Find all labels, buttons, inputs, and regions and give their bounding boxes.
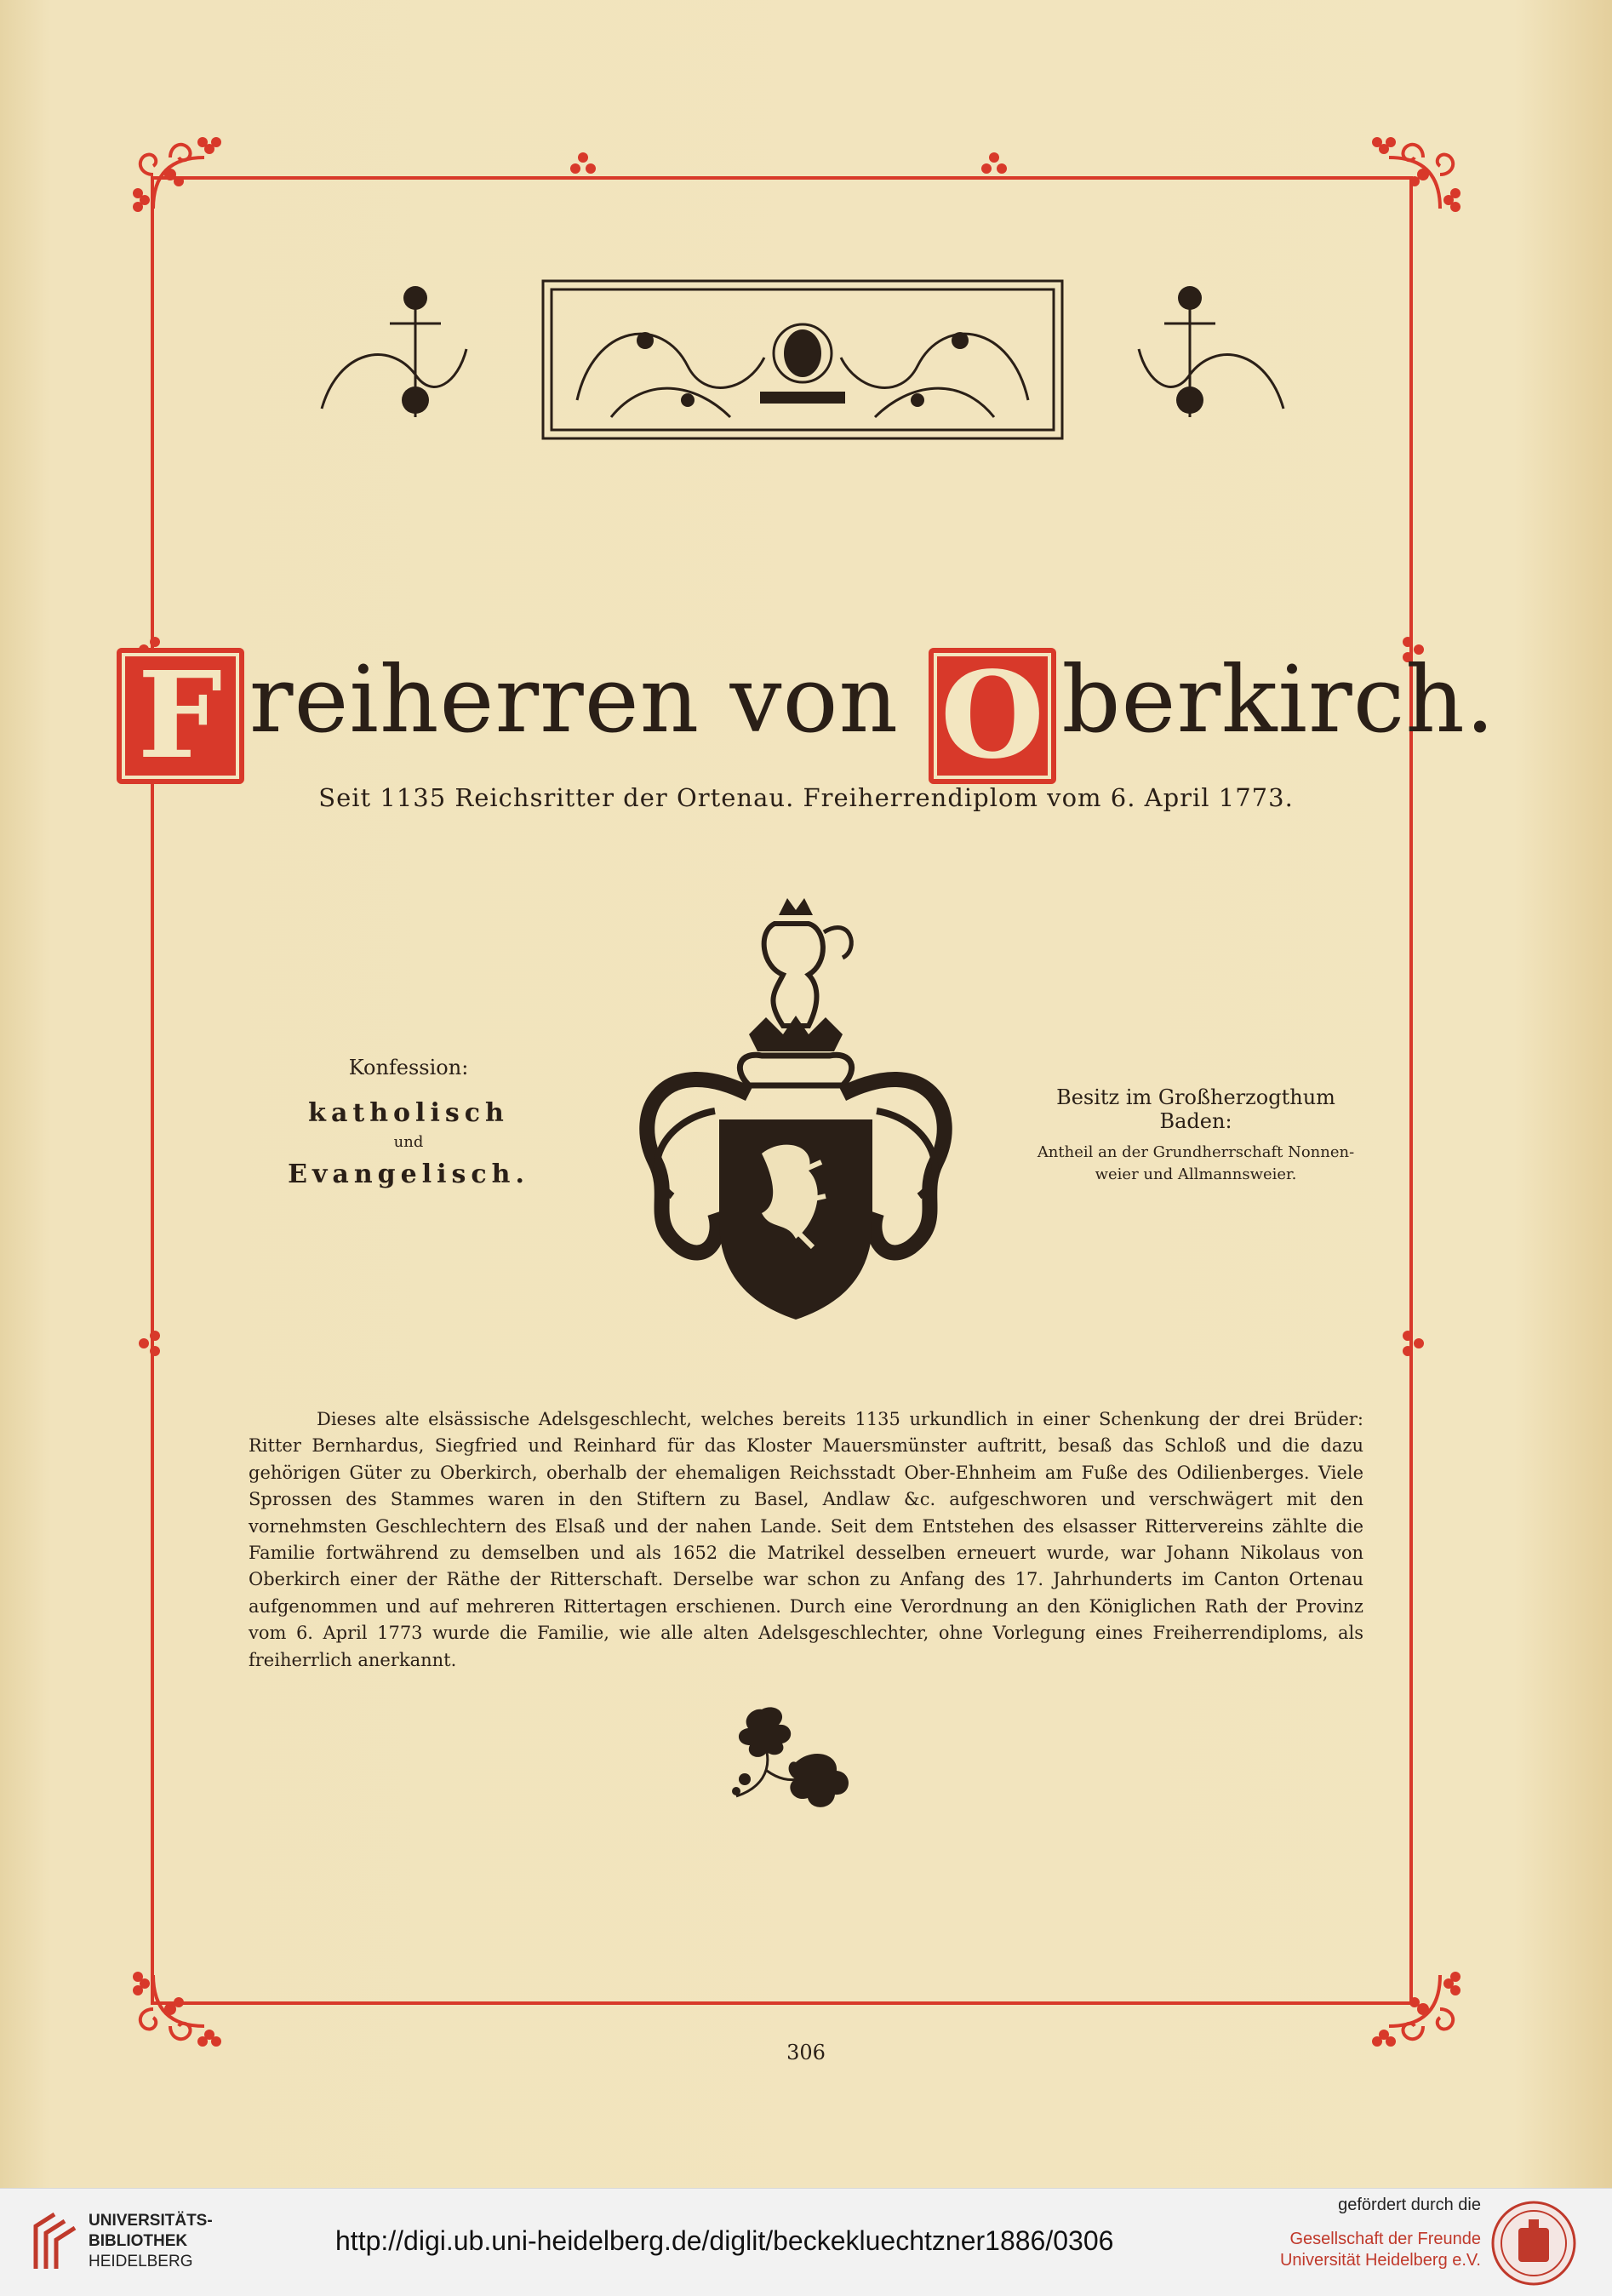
vine-leaf-icon (711, 1703, 864, 1813)
confession-block (281, 1056, 536, 1189)
permalink-url[interactable]: http://digi.ub.uni-heidelberg.de/diglit/beckekluechtzner1886/0306 (335, 2225, 1114, 2256)
trefoil-icon (136, 1328, 167, 1359)
title-text-1: reiherren von (249, 647, 929, 753)
confession-label: Konfession: (348, 1056, 469, 1079)
confession-connector: und (393, 1133, 424, 1151)
library-name: UNIVERSITÄTS- BIBLIOTHEK HEIDELBERG (89, 2212, 213, 2270)
property-block (1017, 1085, 1375, 1186)
title-initial-2: O (929, 648, 1056, 784)
title-text-2: berkirch. (1061, 647, 1496, 753)
title-initial-1: F (117, 648, 244, 784)
property-label: Besitz im Großherzogthum Baden: (1056, 1085, 1335, 1133)
funding-credit: gefördert durch die Gesellschaft der Freunde Universität Heidelberg e.V. (1279, 2196, 1481, 2270)
footer-bar (0, 2188, 1612, 2296)
society-seal-icon (1489, 2199, 1578, 2287)
trefoil-icon (979, 150, 1009, 180)
library-logo-icon (29, 2207, 80, 2276)
confession-value-2: Evangelisch. (288, 1159, 529, 1189)
ornamental-headpiece (288, 272, 1318, 451)
corner-ornament-top-left (119, 123, 238, 243)
trefoil-icon (568, 150, 598, 180)
page-subtitle: Seit 1135 Reichsritter der Ortenau. Freiherrendiplom vom 6. April 1773. (318, 783, 1294, 812)
trefoil-icon (1396, 1328, 1426, 1359)
confession-value-1: katholisch (308, 1098, 509, 1128)
property-detail: Antheil an der Grundherrschaft Nonnen-weier und Allmannsweier. (1037, 1143, 1355, 1183)
body-paragraph: Dieses alte elsässische Adelsgeschlecht, welches bereits 1135 urkundlich in einer Schenkung der drei Brüder: Ritter Bernhardus, Siegfried und Reinhard für das Kloster Mauersmünster auftritt, besaß das Schloß und die dazu gehörigen Güter zu Oberkirch, oberhalb der ehemaligen Reichsstadt Ober-Ehnheim am Fuße des Odilienberges. Viele Sprossen des Stammes waren in den Stiftern zu Basel, Andlaw &c. aufgeschworen und verschwägert mit den vornehmsten Geschlechtern des Elsaß und der nahen Lande. Seit dem Entstehen des elsasser Rittervereins zählte die Familie fortwährend zu demselben und als 1652 die Matrikel desselben erneuert wurde, war Johann Nikolaus von Oberkirch einer der Räthe der Ritterschaft. Derselbe war schon zu Anfang des 17. Jahrhunderts im Canton Ortenau aufgenommen und auf mehreren Rittertagen erschienen. Durch eine Verordnung an den Königlichen Rath der Provinz vom 6. April 1773 wurde die Familie, wie alle alten Adelsgeschlechter, ohne Vorlegung eines Freiherrendiploms, als freiherrlich anerkannt. (249, 1409, 1363, 1670)
page-title (0, 620, 1612, 786)
corner-ornament-top-right (1355, 123, 1474, 243)
page-number: 306 (786, 2041, 826, 2064)
coat-of-arms-illustration (613, 898, 979, 1332)
